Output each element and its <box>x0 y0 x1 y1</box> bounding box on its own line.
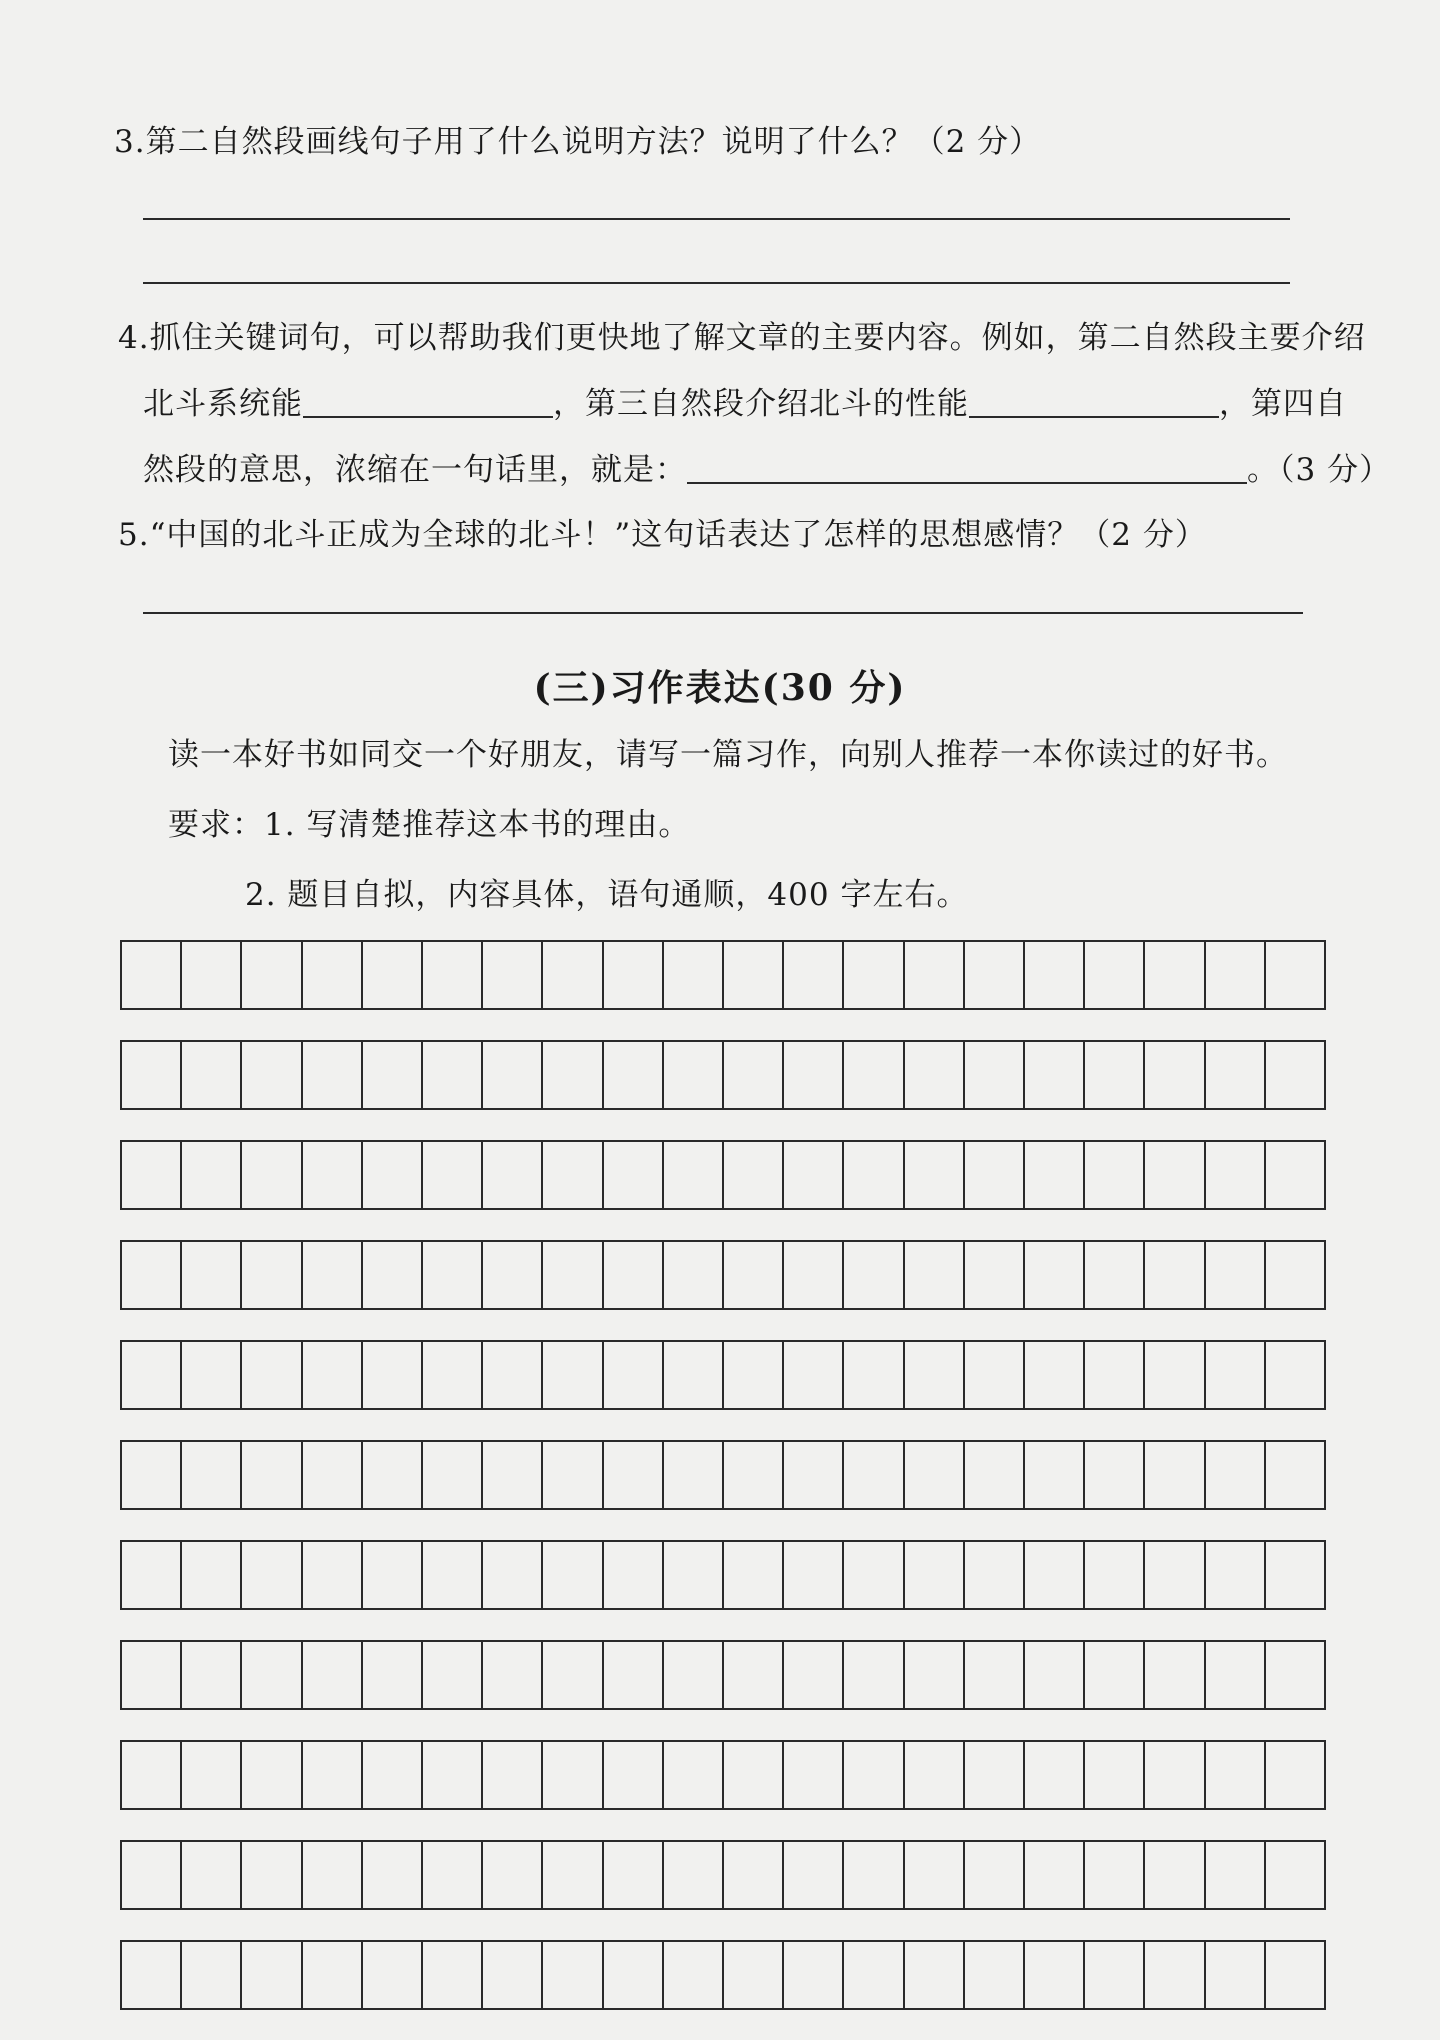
grid-cell[interactable] <box>483 1542 543 1608</box>
grid-cell[interactable] <box>604 1642 664 1708</box>
grid-row <box>120 1640 1326 1710</box>
grid-cell[interactable] <box>543 1542 603 1608</box>
grid-cell[interactable] <box>664 1642 724 1708</box>
grid-cell[interactable] <box>242 1642 302 1708</box>
grid-cell[interactable] <box>965 1042 1025 1108</box>
grid-cell[interactable] <box>844 1942 904 2008</box>
grid-cell[interactable] <box>1085 942 1145 1008</box>
grid-cell[interactable] <box>182 1042 242 1108</box>
grid-cell[interactable] <box>1025 1342 1085 1408</box>
grid-cell[interactable] <box>182 942 242 1008</box>
grid-cell[interactable] <box>122 1242 182 1308</box>
grid-cell[interactable] <box>604 1142 664 1208</box>
grid-cell[interactable] <box>1025 1442 1085 1508</box>
grid-cell[interactable] <box>1025 1642 1085 1708</box>
grid-cell[interactable] <box>604 1342 664 1408</box>
grid-cell[interactable] <box>1085 1642 1145 1708</box>
grid-cell[interactable] <box>182 1742 242 1808</box>
grid-cell[interactable] <box>303 1642 363 1708</box>
grid-cell[interactable] <box>664 942 724 1008</box>
grid-cell[interactable] <box>664 1342 724 1408</box>
grid-cell[interactable] <box>604 1942 664 2008</box>
grid-cell[interactable] <box>122 1742 182 1808</box>
grid-cell[interactable] <box>905 1242 965 1308</box>
question-3 <box>114 122 1041 162</box>
grid-cell[interactable] <box>604 942 664 1008</box>
grid-cell[interactable] <box>1206 1542 1266 1608</box>
grid-row <box>120 1940 1326 2010</box>
grid-row <box>120 1840 1326 1910</box>
grid-row <box>120 1440 1326 1510</box>
grid-cell[interactable] <box>122 1142 182 1208</box>
grid-cell[interactable] <box>242 1942 302 2008</box>
grid-cell[interactable] <box>784 1342 844 1408</box>
question-4-text-1: 抓住关键词句，可以帮助我们更快地了解文章的主要内容。例如，第二自然段主要介绍 <box>149 320 1366 356</box>
grid-cell[interactable] <box>483 1442 543 1508</box>
question-5-number: 5. <box>118 517 150 553</box>
grid-cell[interactable] <box>664 1842 724 1908</box>
grid-cell[interactable] <box>122 942 182 1008</box>
grid-cell[interactable] <box>182 1642 242 1708</box>
grid-cell[interactable] <box>905 1842 965 1908</box>
grid-row <box>120 1540 1326 1610</box>
grid-cell[interactable] <box>724 1942 784 2008</box>
question-4-text-2b: ，第三自然段介绍北斗的性能 <box>553 386 969 422</box>
requirement-2: 2. 题目自拟，内容具体，语句通顺，400 字左右。 <box>245 877 969 913</box>
grid-cell[interactable] <box>242 1042 302 1108</box>
grid-cell[interactable] <box>303 1942 363 2008</box>
grid-cell[interactable] <box>1266 942 1324 1008</box>
grid-cell[interactable] <box>1085 1842 1145 1908</box>
grid-cell[interactable] <box>1025 1542 1085 1608</box>
grid-cell[interactable] <box>844 1142 904 1208</box>
grid-cell[interactable] <box>1145 1142 1205 1208</box>
grid-cell[interactable] <box>483 1142 543 1208</box>
grid-cell[interactable] <box>303 942 363 1008</box>
grid-cell[interactable] <box>1266 1142 1324 1208</box>
grid-cell[interactable] <box>905 1042 965 1108</box>
grid-cell[interactable] <box>724 1542 784 1608</box>
grid-cell[interactable] <box>543 1642 603 1708</box>
grid-cell[interactable] <box>905 1642 965 1708</box>
grid-cell[interactable] <box>423 1242 483 1308</box>
grid-cell[interactable] <box>1206 1142 1266 1208</box>
grid-cell[interactable] <box>784 1742 844 1808</box>
grid-cell[interactable] <box>664 1042 724 1108</box>
grid-cell[interactable] <box>905 1742 965 1808</box>
grid-cell[interactable] <box>1206 1942 1266 2008</box>
grid-cell[interactable] <box>1266 1342 1324 1408</box>
grid-cell[interactable] <box>182 1442 242 1508</box>
grid-cell[interactable] <box>905 1342 965 1408</box>
grid-cell[interactable] <box>1025 1842 1085 1908</box>
grid-cell[interactable] <box>543 1342 603 1408</box>
question-4-line-3 <box>143 450 1391 490</box>
requirement-1: 要求：1. 写清楚推荐这本书的理由。 <box>168 807 691 843</box>
grid-cell[interactable] <box>1206 1842 1266 1908</box>
grid-cell[interactable] <box>844 1842 904 1908</box>
grid-cell[interactable] <box>1145 1442 1205 1508</box>
answer-line-3a[interactable] <box>143 218 1290 220</box>
grid-cell[interactable] <box>1206 1642 1266 1708</box>
grid-cell[interactable] <box>844 1042 904 1108</box>
grid-cell[interactable] <box>1266 1842 1324 1908</box>
grid-cell[interactable] <box>483 942 543 1008</box>
grid-cell[interactable] <box>1085 1042 1145 1108</box>
grid-cell[interactable] <box>965 1642 1025 1708</box>
grid-cell[interactable] <box>664 1242 724 1308</box>
grid-cell[interactable] <box>965 1342 1025 1408</box>
grid-cell[interactable] <box>423 1742 483 1808</box>
grid-cell[interactable] <box>182 1342 242 1408</box>
grid-cell[interactable] <box>1025 1242 1085 1308</box>
grid-cell[interactable] <box>1266 1642 1324 1708</box>
grid-cell[interactable] <box>242 1142 302 1208</box>
grid-cell[interactable] <box>1145 1842 1205 1908</box>
grid-cell[interactable] <box>122 1542 182 1608</box>
grid-cell[interactable] <box>1085 1342 1145 1408</box>
grid-cell[interactable] <box>423 1642 483 1708</box>
grid-cell[interactable] <box>1025 942 1085 1008</box>
section-title: (三)习作表达(30 分) <box>533 667 907 709</box>
grid-cell[interactable] <box>543 1742 603 1808</box>
grid-cell[interactable] <box>604 1242 664 1308</box>
grid-cell[interactable] <box>363 1642 423 1708</box>
grid-cell[interactable] <box>182 1242 242 1308</box>
grid-cell[interactable] <box>965 942 1025 1008</box>
grid-cell[interactable] <box>965 1242 1025 1308</box>
fill-blank-2[interactable] <box>969 386 1219 418</box>
grid-cell[interactable] <box>784 1142 844 1208</box>
grid-cell[interactable] <box>363 1942 423 2008</box>
grid-cell[interactable] <box>724 1442 784 1508</box>
grid-cell[interactable] <box>483 1042 543 1108</box>
grid-cell[interactable] <box>724 1742 784 1808</box>
grid-cell[interactable] <box>1025 1042 1085 1108</box>
grid-cell[interactable] <box>724 1342 784 1408</box>
grid-cell[interactable] <box>242 1842 302 1908</box>
grid-row <box>120 1040 1326 1110</box>
grid-row <box>120 940 1326 1010</box>
grid-cell[interactable] <box>784 1542 844 1608</box>
grid-cell[interactable] <box>844 1442 904 1508</box>
grid-cell[interactable] <box>965 1742 1025 1808</box>
grid-cell[interactable] <box>844 1742 904 1808</box>
grid-cell[interactable] <box>182 1842 242 1908</box>
grid-cell[interactable] <box>604 1842 664 1908</box>
grid-cell[interactable] <box>483 1342 543 1408</box>
grid-cell[interactable] <box>1085 1942 1145 2008</box>
grid-cell[interactable] <box>543 1442 603 1508</box>
grid-cell[interactable] <box>122 1042 182 1108</box>
grid-cell[interactable] <box>1206 1742 1266 1808</box>
grid-cell[interactable] <box>965 1442 1025 1508</box>
fill-blank-1[interactable] <box>303 386 553 418</box>
answer-line-3b[interactable] <box>143 282 1290 284</box>
grid-cell[interactable] <box>363 1742 423 1808</box>
grid-cell[interactable] <box>604 1442 664 1508</box>
grid-cell[interactable] <box>604 1742 664 1808</box>
grid-cell[interactable] <box>423 1042 483 1108</box>
grid-cell[interactable] <box>905 1542 965 1608</box>
grid-cell[interactable] <box>1145 1042 1205 1108</box>
grid-cell[interactable] <box>1206 1042 1266 1108</box>
writing-grid[interactable] <box>120 940 1326 2040</box>
grid-cell[interactable] <box>1206 1342 1266 1408</box>
grid-cell[interactable] <box>905 1942 965 2008</box>
question-4-text-3a: 然段的意思，浓缩在一句话里，就是： <box>143 452 687 488</box>
grid-cell[interactable] <box>784 1942 844 2008</box>
grid-cell[interactable] <box>905 1442 965 1508</box>
grid-cell[interactable] <box>363 1242 423 1308</box>
grid-cell[interactable] <box>122 1842 182 1908</box>
grid-cell[interactable] <box>664 1742 724 1808</box>
grid-cell[interactable] <box>1145 1342 1205 1408</box>
grid-cell[interactable] <box>604 1042 664 1108</box>
grid-cell[interactable] <box>543 942 603 1008</box>
grid-cell[interactable] <box>1145 1942 1205 2008</box>
grid-cell[interactable] <box>1266 1942 1324 2008</box>
grid-cell[interactable] <box>303 1342 363 1408</box>
grid-cell[interactable] <box>543 1142 603 1208</box>
grid-cell[interactable] <box>363 1142 423 1208</box>
grid-cell[interactable] <box>724 1242 784 1308</box>
question-4-text-3b: 。（3 分） <box>1247 452 1392 488</box>
grid-cell[interactable] <box>242 1542 302 1608</box>
grid-cell[interactable] <box>965 1842 1025 1908</box>
question-5-text: “中国的北斗正成为全球的北斗！”这句话表达了怎样的思想感情？（2 分） <box>149 517 1207 553</box>
grid-cell[interactable] <box>423 1442 483 1508</box>
grid-cell[interactable] <box>1206 1442 1266 1508</box>
grid-cell[interactable] <box>483 1742 543 1808</box>
question-4-number: 4. <box>118 320 150 356</box>
question-4-line-2 <box>143 384 1347 424</box>
grid-cell[interactable] <box>242 942 302 1008</box>
grid-cell[interactable] <box>303 1042 363 1108</box>
grid-cell[interactable] <box>363 1042 423 1108</box>
grid-cell[interactable] <box>724 942 784 1008</box>
grid-cell[interactable] <box>1145 942 1205 1008</box>
grid-cell[interactable] <box>1266 1742 1324 1808</box>
grid-cell[interactable] <box>363 1842 423 1908</box>
grid-cell[interactable] <box>122 1342 182 1408</box>
grid-cell[interactable] <box>122 1942 182 2008</box>
grid-cell[interactable] <box>303 1442 363 1508</box>
fill-blank-3[interactable] <box>687 452 1247 484</box>
grid-cell[interactable] <box>303 1742 363 1808</box>
grid-cell[interactable] <box>1085 1542 1145 1608</box>
grid-cell[interactable] <box>423 1942 483 2008</box>
question-4-text-2c: ，第四自 <box>1219 386 1347 422</box>
grid-cell[interactable] <box>1025 1942 1085 2008</box>
grid-cell[interactable] <box>724 1642 784 1708</box>
writing-prompt: 读一本好书如同交一个好朋友，请写一篇习作，向别人推荐一本你读过的好书。 <box>168 737 1288 773</box>
grid-cell[interactable] <box>122 1642 182 1708</box>
grid-cell[interactable] <box>182 1142 242 1208</box>
grid-cell[interactable] <box>242 1742 302 1808</box>
question-5 <box>118 515 1207 555</box>
grid-cell[interactable] <box>1085 1142 1145 1208</box>
grid-cell[interactable] <box>844 1242 904 1308</box>
grid-cell[interactable] <box>844 1342 904 1408</box>
grid-cell[interactable] <box>543 1042 603 1108</box>
grid-cell[interactable] <box>1266 1542 1324 1608</box>
grid-cell[interactable] <box>844 1642 904 1708</box>
grid-cell[interactable] <box>724 1842 784 1908</box>
grid-row <box>120 1740 1326 1810</box>
grid-cell[interactable] <box>363 1342 423 1408</box>
grid-cell[interactable] <box>1025 1142 1085 1208</box>
grid-cell[interactable] <box>423 1342 483 1408</box>
grid-cell[interactable] <box>965 1142 1025 1208</box>
grid-cell[interactable] <box>724 1142 784 1208</box>
grid-cell[interactable] <box>423 942 483 1008</box>
grid-cell[interactable] <box>1145 1642 1205 1708</box>
grid-cell[interactable] <box>543 1242 603 1308</box>
grid-cell[interactable] <box>784 1042 844 1108</box>
grid-cell[interactable] <box>1145 1242 1205 1308</box>
grid-cell[interactable] <box>965 1542 1025 1608</box>
grid-cell[interactable] <box>784 1242 844 1308</box>
grid-cell[interactable] <box>242 1242 302 1308</box>
grid-cell[interactable] <box>1206 1242 1266 1308</box>
grid-cell[interactable] <box>664 1442 724 1508</box>
grid-cell[interactable] <box>844 942 904 1008</box>
grid-cell[interactable] <box>303 1142 363 1208</box>
grid-cell[interactable] <box>1266 1242 1324 1308</box>
grid-row <box>120 1140 1326 1210</box>
grid-cell[interactable] <box>905 1142 965 1208</box>
grid-cell[interactable] <box>242 1442 302 1508</box>
answer-line-5[interactable] <box>143 612 1303 614</box>
grid-cell[interactable] <box>664 1542 724 1608</box>
question-4-text-2a: 北斗系统能 <box>143 386 303 422</box>
grid-cell[interactable] <box>1025 1742 1085 1808</box>
grid-row <box>120 1240 1326 1310</box>
grid-cell[interactable] <box>1085 1242 1145 1308</box>
grid-cell[interactable] <box>543 1842 603 1908</box>
grid-cell[interactable] <box>905 942 965 1008</box>
grid-cell[interactable] <box>543 1942 603 2008</box>
grid-cell[interactable] <box>1085 1742 1145 1808</box>
question-3-number: 3. <box>114 124 146 160</box>
grid-cell[interactable] <box>844 1542 904 1608</box>
grid-cell[interactable] <box>363 942 423 1008</box>
grid-cell[interactable] <box>363 1542 423 1608</box>
grid-cell[interactable] <box>303 1842 363 1908</box>
grid-cell[interactable] <box>664 1942 724 2008</box>
grid-cell[interactable] <box>363 1442 423 1508</box>
grid-row <box>120 1340 1326 1410</box>
grid-cell[interactable] <box>122 1442 182 1508</box>
grid-cell[interactable] <box>965 1942 1025 2008</box>
grid-cell[interactable] <box>1085 1442 1145 1508</box>
grid-cell[interactable] <box>182 1942 242 2008</box>
grid-cell[interactable] <box>423 1142 483 1208</box>
grid-cell[interactable] <box>784 1442 844 1508</box>
grid-cell[interactable] <box>423 1542 483 1608</box>
grid-cell[interactable] <box>303 1542 363 1608</box>
question-4-line-1 <box>118 318 1366 358</box>
grid-cell[interactable] <box>182 1542 242 1608</box>
grid-cell[interactable] <box>483 1942 543 2008</box>
grid-cell[interactable] <box>1266 1042 1324 1108</box>
grid-cell[interactable] <box>784 1642 844 1708</box>
grid-cell[interactable] <box>1206 942 1266 1008</box>
grid-cell[interactable] <box>1145 1742 1205 1808</box>
grid-cell[interactable] <box>483 1642 543 1708</box>
grid-cell[interactable] <box>483 1242 543 1308</box>
grid-cell[interactable] <box>784 1842 844 1908</box>
grid-cell[interactable] <box>423 1842 483 1908</box>
grid-cell[interactable] <box>784 942 844 1008</box>
question-3-text: 第二自然段画线句子用了什么说明方法？说明了什么？（2 分） <box>145 124 1042 160</box>
grid-cell[interactable] <box>1266 1442 1324 1508</box>
grid-cell[interactable] <box>483 1842 543 1908</box>
grid-cell[interactable] <box>604 1542 664 1608</box>
grid-cell[interactable] <box>242 1342 302 1408</box>
grid-cell[interactable] <box>724 1042 784 1108</box>
grid-cell[interactable] <box>303 1242 363 1308</box>
grid-cell[interactable] <box>1145 1542 1205 1608</box>
grid-cell[interactable] <box>664 1142 724 1208</box>
